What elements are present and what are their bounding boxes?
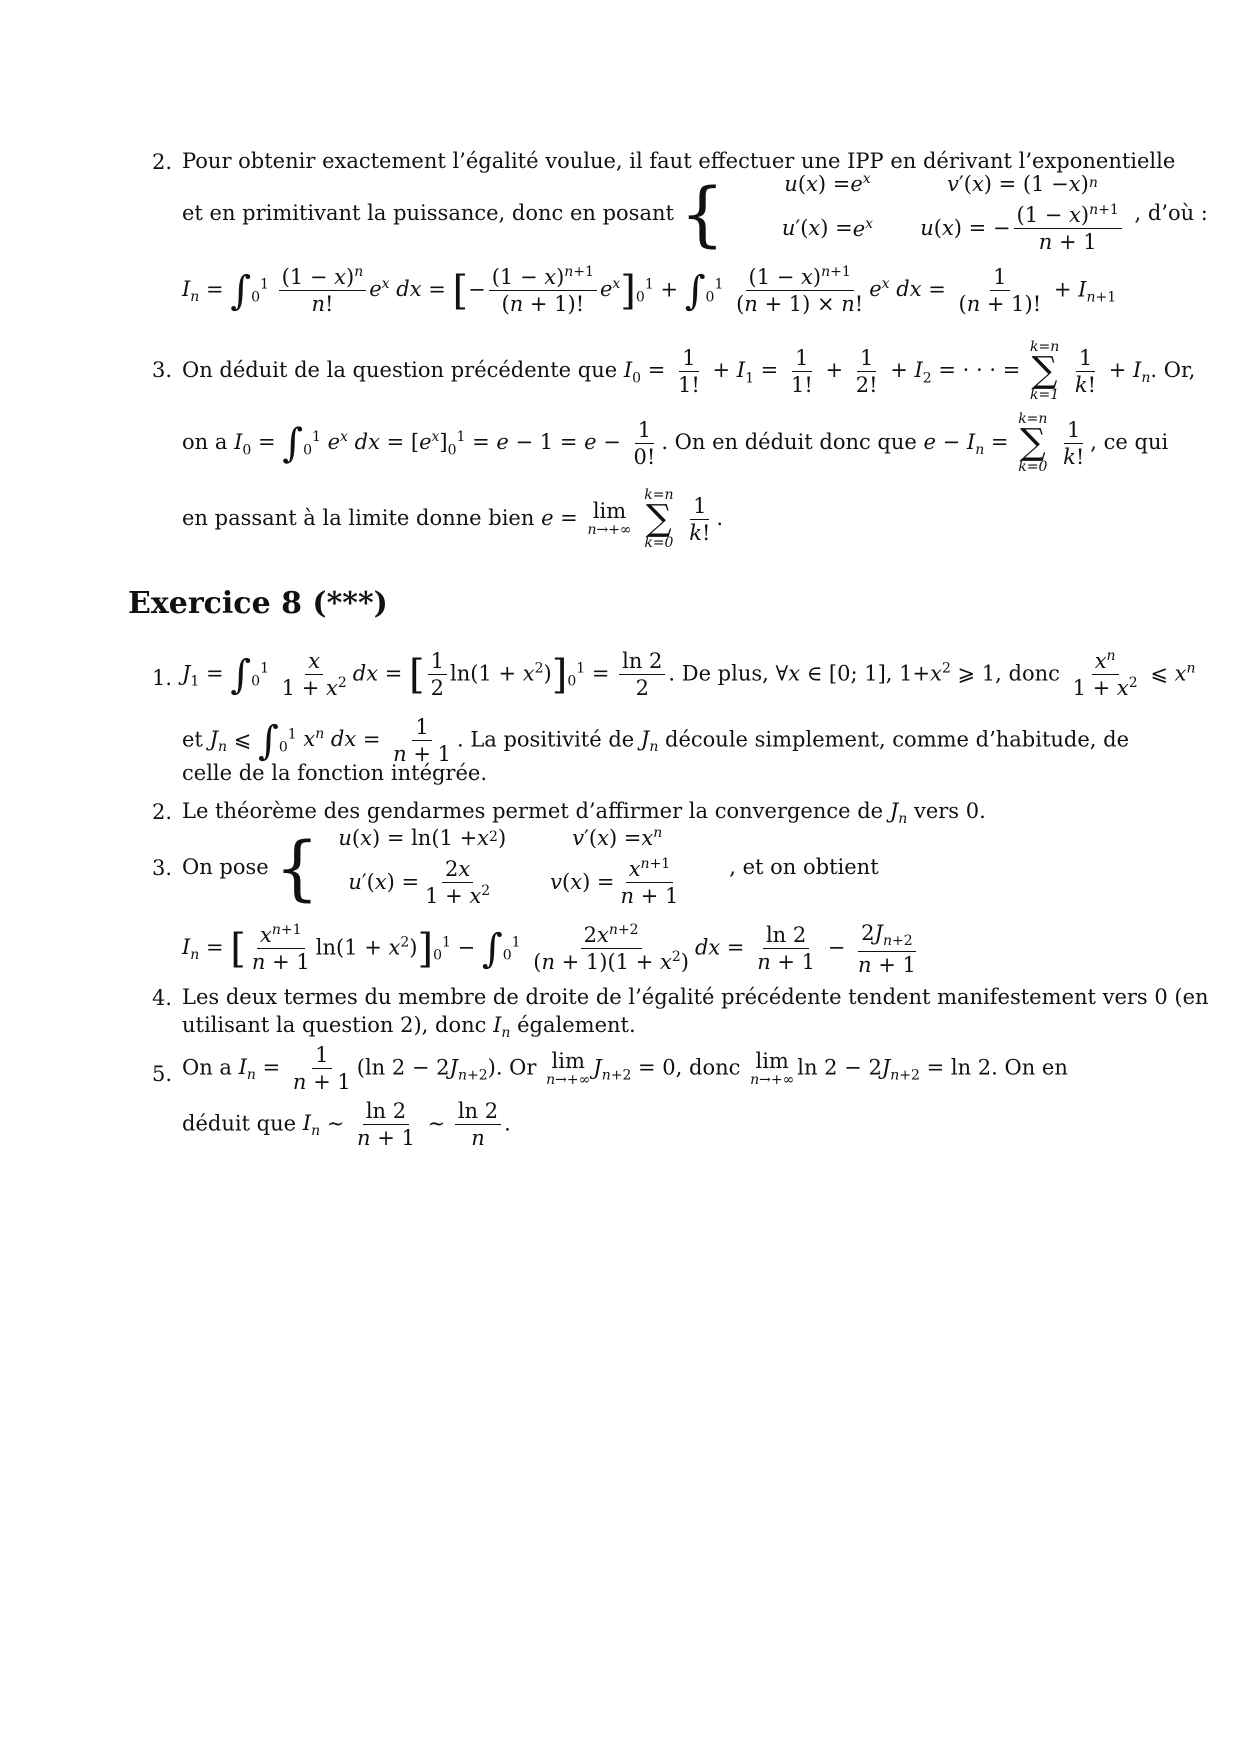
paragraph-text: également. — [517, 1013, 636, 1037]
item-number: 4. — [152, 986, 173, 1010]
formula-line: en passant à la limite donne bien e = lim n→+∞ k=n ∑ k=0 $\frac{1}{k!}$ . — [182, 487, 724, 551]
paragraph-text: en passant à la limite donne bien — [182, 506, 535, 531]
paragraph-text: , donc — [995, 661, 1060, 686]
formula-line: et $J_n$ ⩽ $\int_0^1$ $x^n$ dx = $\frac{1}{n + 1}$ . La positivité de $J_n$ découle simplement, comme d’habitude, de — [182, 715, 1130, 767]
paragraph-text: et en primitivant la puissance, donc en posant — [182, 201, 674, 226]
paragraph-text: On a — [182, 1055, 232, 1080]
formula-line: On a $I_n$ = $\frac{1}{n + 1}$ (ln $2 - 2J_{n+2}$). Or lim n→+∞ $J_{n+2} = 0$, donc lim n→+∞ $\ln 2 - 2J_{n+2} = \ln 2$. On en — [182, 1043, 1068, 1095]
formula-line: déduit que $I_n$ ∼ $\frac{\ln 2}{n + 1}$ ∼ $\frac{\ln 2}{n}$ . — [182, 1099, 511, 1151]
item-number: 3. — [152, 856, 173, 880]
paragraph-text: découle simplement, comme d’habitude, de — [665, 727, 1130, 752]
system-brace: { — [274, 826, 320, 909]
ipp-system — [732, 172, 1122, 256]
paragraph-text: . De plus, — [668, 661, 769, 686]
item-number: 2. — [152, 150, 173, 174]
paragraph-text: . Or, — [1150, 358, 1196, 383]
paragraph-text: . On en — [991, 1055, 1068, 1080]
formula-line: $J_1 = \int_0^1$ $\frac{x}{1 + x^2}$ dx = [ $\frac{1}{2}$ $\ln(1 + x^2)]_0^1$ = $\frac{\ln 2}{2}$ . De plus, ∀x ∈ [0; 1], $1+x^2$ ⩾ 1, donc $\frac{x^n}{1 + x^2}$ ⩽ $x^n$ — [182, 648, 1196, 701]
formula-line — [182, 826, 879, 910]
paragraph-text: , et on obtient — [729, 855, 879, 880]
paragraph-text: On déduit de la question précédente que — [182, 358, 618, 383]
paragraph-text: On pose — [182, 855, 269, 880]
item-number: 1. — [152, 666, 173, 690]
paragraph-text: . On en déduit donc que — [661, 430, 917, 455]
item-number: 5. — [152, 1062, 173, 1086]
paragraph-text: celle de la fonction intégrée. — [182, 761, 488, 785]
exercise-heading: Exercice 8 (***) — [128, 586, 388, 621]
paragraph-text: utilisant la question 2), donc — [182, 1013, 487, 1037]
paragraph-text: , ce qui — [1090, 430, 1169, 455]
formula: u ( x ) = − $\frac{(1 - x)^{n+1}}{n + 1}$ — [922, 202, 1122, 256]
paragraph-text: on a — [182, 430, 228, 455]
formula-line: utilisant la question 2), donc $I_n$ également. — [182, 1013, 636, 1042]
formula: u ′( x ) = $e^x$ — [781, 215, 874, 241]
paragraph-text: Les deux termes du membre de droite de l’égalité précédente tendent manifestement vers 0 (en — [182, 985, 1209, 1009]
paragraph-text: déduit que — [182, 1111, 297, 1136]
paragraph-text: vers 0. — [913, 799, 986, 823]
formula-display: $I_n = \int_0^1$ $\frac{(1 - x)^n}{n!}$ $e^x$ dx = [− $\frac{(1 - x)^{n+1}}{(n + 1)!}$ $e^x]_0^1 + \int_0^1$ $\frac{(1 - x)^{n+1}}{(n + 1) \times n!}$ $e^x$ dx = $\frac{1}{(n + 1)!}$ + $I_{n+1}$ — [182, 264, 1117, 317]
ipp-system — [327, 826, 717, 910]
formula-line: On déduit de la question précédente que $I_0$ = $\frac{1}{1!}$ + $I_1$ = $\frac{1}{1!}$ + $\frac{1}{2!}$ + $I_2$ = · · · = k=n ∑ k=1 $\frac{1}{k!}$ + $I_n$. Or, — [182, 339, 1196, 403]
ipp-substitution-line — [182, 172, 1208, 256]
formula: u ′( x ) = $\frac{2x}{1 + x^2}$ — [348, 857, 491, 909]
paragraph-text: Le théorème des gendarmes permet d’affirmer la convergence de — [182, 799, 884, 823]
system-brace: { — [679, 172, 725, 255]
paragraph-text: , donc — [675, 1055, 741, 1080]
paragraph-text: et — [182, 727, 203, 752]
formula-line: on a $I_0 = \int_0^1$ $e^x$ dx = $[e^x]_0^1 = e - 1 = e$ − $\frac{1}{0!}$ . On en déduit donc que $e - I_n$ = k=n ∑ k=0 $\frac{1}{k!}$ , ce qui — [182, 411, 1169, 475]
formula-display: $I_n$ = [ $\frac{x^{n+1}}{n + 1}$ $\ln(1 + x^2)]_0^1 - \int_0^1$ $\frac{2x^{n+2}}{(n + 1)(1 + x^2)}$ dx = $\frac{\ln 2}{n + 1}$ − $\frac{2J_{n+2}}{n + 1}$ — [182, 921, 916, 977]
paragraph-text: . La positivité de — [456, 727, 635, 752]
item-number: 2. — [152, 800, 173, 824]
paragraph-text: . Or — [495, 1055, 537, 1080]
item-number: 3. — [152, 358, 173, 382]
paragraph-text: Pour obtenir exactement l’égalité voulue, il faut effectuer une IPP en dérivant l’exponentielle — [182, 149, 1176, 173]
formula-line: Le théorème des gendarmes permet d’affirmer la convergence de $J_n$ vers 0. — [182, 799, 986, 828]
formula: v ( x ) = $\frac{x^{n+1}}{n + 1}$ — [550, 856, 679, 909]
formula: v ′( x ) = (1 − x ) n — [947, 171, 1098, 196]
paragraph-text: , d’où : — [1134, 201, 1208, 226]
formula: u ( x ) = $e^x$ — [784, 171, 871, 196]
formula: u ( x ) = ln(1 + x 2 ) — [338, 825, 507, 850]
formula: v ′( x ) = $x^n$ — [572, 825, 663, 850]
